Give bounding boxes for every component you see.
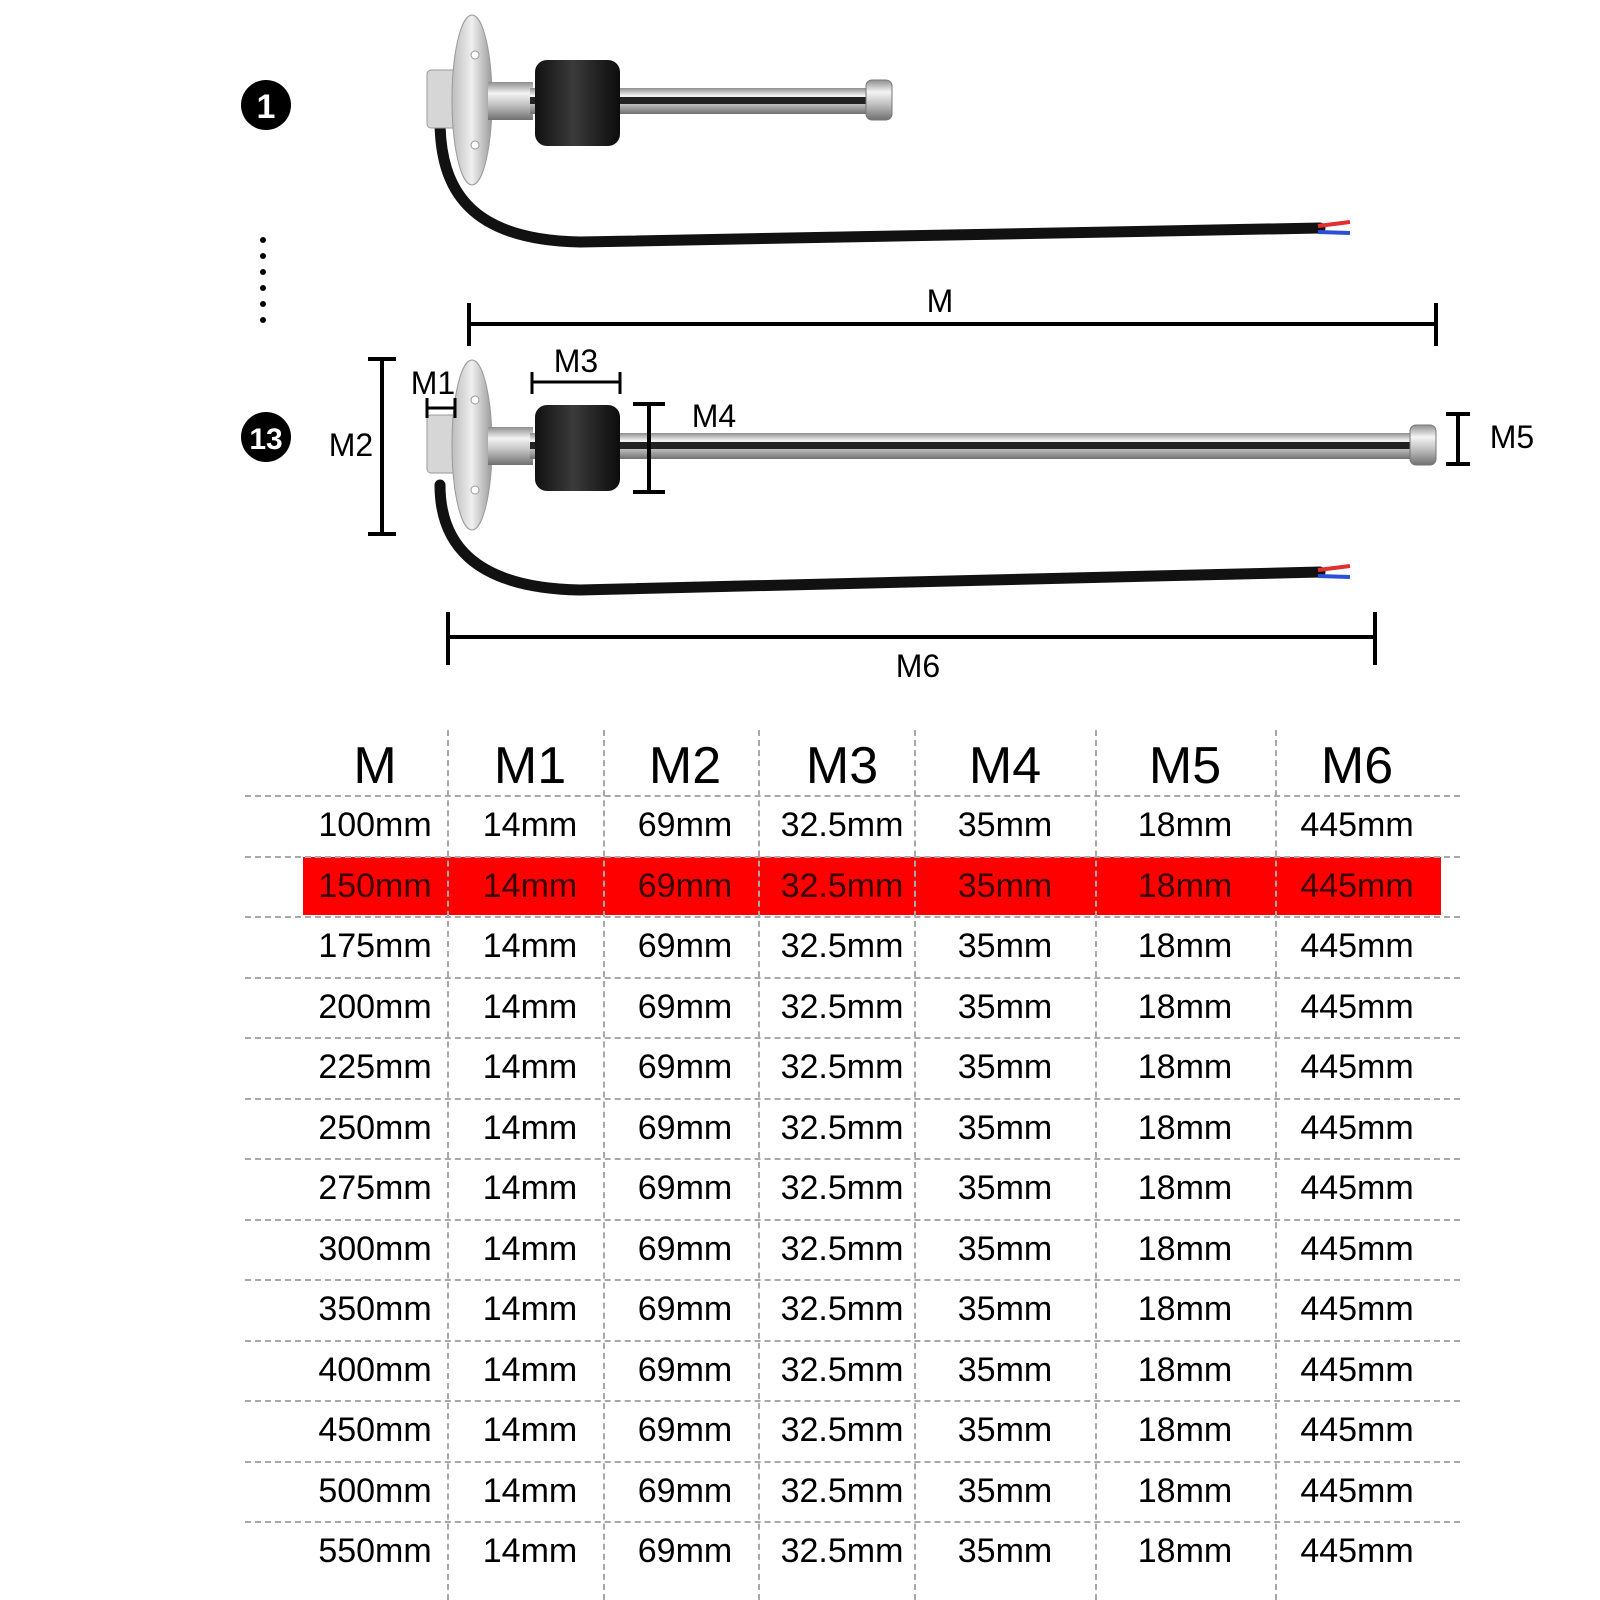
table-cell: 445mm xyxy=(1300,1229,1414,1268)
spec-table xyxy=(245,730,1460,1600)
vertical-dots-icon xyxy=(260,237,266,323)
table-cell: 69mm xyxy=(637,1048,733,1086)
table-cell: 400mm xyxy=(318,1350,432,1389)
table-cell: 35mm xyxy=(957,1229,1053,1268)
table-cell: 32.5mm xyxy=(780,1229,904,1268)
table-cell: 69mm xyxy=(637,1290,733,1328)
table-cell: 32.5mm xyxy=(780,1411,904,1449)
table-cell: 69mm xyxy=(637,806,733,844)
table-cell: 500mm xyxy=(318,1471,432,1510)
table-cell: 69mm xyxy=(637,1350,733,1389)
table-cell: 32.5mm xyxy=(780,1048,904,1086)
table-cell: 14mm xyxy=(482,1411,578,1449)
table-cell: 445mm xyxy=(1300,806,1414,844)
table-cell: 200mm xyxy=(318,987,432,1026)
table-cell: 32.5mm xyxy=(780,1290,904,1328)
table-cell: 32.5mm xyxy=(780,1108,904,1147)
table-cell: 32.5mm xyxy=(780,866,904,905)
table-cell: 300mm xyxy=(318,1229,432,1268)
table-cell: 69mm xyxy=(637,1108,733,1147)
sensor-13-float xyxy=(535,405,620,491)
table-cell: 69mm xyxy=(637,1169,733,1207)
table-cell: 18mm xyxy=(1137,927,1233,965)
table-cell: 35mm xyxy=(957,866,1053,905)
sensor-1-collar xyxy=(488,82,533,120)
table-cell: 32.5mm xyxy=(780,1350,904,1389)
column-header: M1 xyxy=(493,737,567,795)
table-cell: 225mm xyxy=(318,1048,432,1086)
dimension-m1-label: M1 xyxy=(410,365,456,401)
table-cell: 18mm xyxy=(1137,1532,1233,1570)
column-header: M3 xyxy=(805,737,879,795)
table-cell: 14mm xyxy=(482,1108,578,1147)
column-divider xyxy=(1095,730,1097,1600)
table-cell: 18mm xyxy=(1137,866,1233,905)
table-cell: 69mm xyxy=(637,1229,733,1268)
table-cell: 18mm xyxy=(1137,987,1233,1026)
table-cell: 69mm xyxy=(637,1411,733,1449)
dimension-m6-label: M6 xyxy=(895,648,941,684)
table-cell: 14mm xyxy=(482,987,578,1026)
table-cell: 35mm xyxy=(957,1048,1053,1086)
sensor-1-wire-blue xyxy=(1318,232,1350,233)
table-cell: 69mm xyxy=(637,1471,733,1510)
table-cell: 18mm xyxy=(1137,1169,1233,1207)
table-cell: 35mm xyxy=(957,927,1053,965)
table-cell: 445mm xyxy=(1300,1048,1414,1086)
table-cell: 445mm xyxy=(1300,1169,1414,1207)
table-cell: 14mm xyxy=(482,1169,578,1207)
dimension-m5-label: M5 xyxy=(1489,419,1535,455)
table-cell: 250mm xyxy=(318,1108,432,1147)
sensor-dimension-diagram xyxy=(0,0,1600,700)
table-cell: 32.5mm xyxy=(780,987,904,1026)
table-cell: 445mm xyxy=(1300,927,1414,965)
table-cell: 35mm xyxy=(957,1108,1053,1147)
table-cell: 14mm xyxy=(482,927,578,965)
table-cell: 18mm xyxy=(1137,1290,1233,1328)
table-cell: 445mm xyxy=(1300,1471,1414,1510)
sensor-13-illustration xyxy=(427,360,1436,590)
sensor-1-illustration xyxy=(427,15,1350,242)
table-cell: 18mm xyxy=(1137,1048,1233,1086)
table-cell: 35mm xyxy=(957,1532,1053,1570)
table-cell: 445mm xyxy=(1300,1411,1414,1449)
table-cell: 35mm xyxy=(957,1411,1053,1449)
table-cell: 35mm xyxy=(957,806,1053,844)
sensor-1-flange xyxy=(452,15,492,185)
table-cell: 35mm xyxy=(957,987,1053,1026)
table-cell: 14mm xyxy=(482,1471,578,1510)
sensor-13-end-cap xyxy=(1410,425,1436,465)
sensor-13-flange xyxy=(452,360,492,530)
table-cell: 32.5mm xyxy=(780,927,904,965)
table-cell: 32.5mm xyxy=(780,1169,904,1207)
table-cell: 275mm xyxy=(318,1169,432,1207)
sensor-1-end-cap xyxy=(866,80,892,120)
table-cell: 14mm xyxy=(482,1229,578,1268)
sensor-1-wire-red xyxy=(1318,222,1350,226)
sensor-13-wire-blue xyxy=(1318,576,1350,577)
table-cell: 18mm xyxy=(1137,1229,1233,1268)
table-cell: 35mm xyxy=(957,1169,1053,1207)
circled-number-icon xyxy=(241,412,291,462)
table-cell: 445mm xyxy=(1300,1108,1414,1147)
table-cell: 14mm xyxy=(482,1350,578,1389)
table-cell: 18mm xyxy=(1137,1108,1233,1147)
column-header: M6 xyxy=(1320,737,1394,795)
sensor-1-float xyxy=(535,60,620,146)
table-cell: 445mm xyxy=(1300,866,1414,905)
column-header: M4 xyxy=(968,737,1042,795)
circled-number-icon xyxy=(241,80,291,130)
table-cell: 14mm xyxy=(482,866,578,905)
table-cell: 445mm xyxy=(1300,1350,1414,1389)
table-cell: 18mm xyxy=(1137,1471,1233,1510)
dimension-m2-label: M2 xyxy=(328,427,374,463)
column-header: M2 xyxy=(648,737,722,795)
table-cell: 14mm xyxy=(482,1048,578,1086)
table-cell: 18mm xyxy=(1137,1350,1233,1389)
table-cell: 35mm xyxy=(957,1471,1053,1510)
sensor-13-cable xyxy=(440,485,1320,590)
sensor-13-wire-red xyxy=(1318,566,1350,570)
table-cell: 69mm xyxy=(637,1532,733,1570)
table-cell: 350mm xyxy=(318,1290,432,1328)
dimension-m3-label: M3 xyxy=(553,343,599,379)
table-cell: 69mm xyxy=(637,866,733,905)
table-cell: 32.5mm xyxy=(780,806,904,844)
table-cell: 35mm xyxy=(957,1290,1053,1328)
dimension-m5 xyxy=(1446,414,1470,464)
table-cell: 14mm xyxy=(482,806,578,844)
badge-1-label: 1 xyxy=(256,88,276,126)
column-header: M xyxy=(353,737,397,795)
badge-13-label: 13 xyxy=(249,423,283,456)
table-cell: 450mm xyxy=(318,1411,432,1449)
dimension-m4-label: M4 xyxy=(691,398,737,434)
table-cell: 14mm xyxy=(482,1532,578,1570)
table-cell: 32.5mm xyxy=(780,1471,904,1510)
column-header: M5 xyxy=(1148,737,1222,795)
table-cell: 175mm xyxy=(318,927,432,965)
table-cell: 35mm xyxy=(957,1350,1053,1389)
table-cell: 69mm xyxy=(637,927,733,965)
dimension-m-label: M xyxy=(926,283,954,319)
table-cell: 32.5mm xyxy=(780,1532,904,1570)
table-cell: 445mm xyxy=(1300,1532,1414,1570)
table-cell: 150mm xyxy=(318,866,432,905)
table-cell: 550mm xyxy=(318,1532,432,1570)
table-cell: 18mm xyxy=(1137,806,1233,844)
table-cell: 69mm xyxy=(637,987,733,1026)
table-cell: 445mm xyxy=(1300,987,1414,1026)
table-cell: 14mm xyxy=(482,1290,578,1328)
table-cell: 100mm xyxy=(318,806,432,844)
table-cell: 18mm xyxy=(1137,1411,1233,1449)
table-cell: 445mm xyxy=(1300,1290,1414,1328)
sensor-13-collar xyxy=(488,427,533,465)
